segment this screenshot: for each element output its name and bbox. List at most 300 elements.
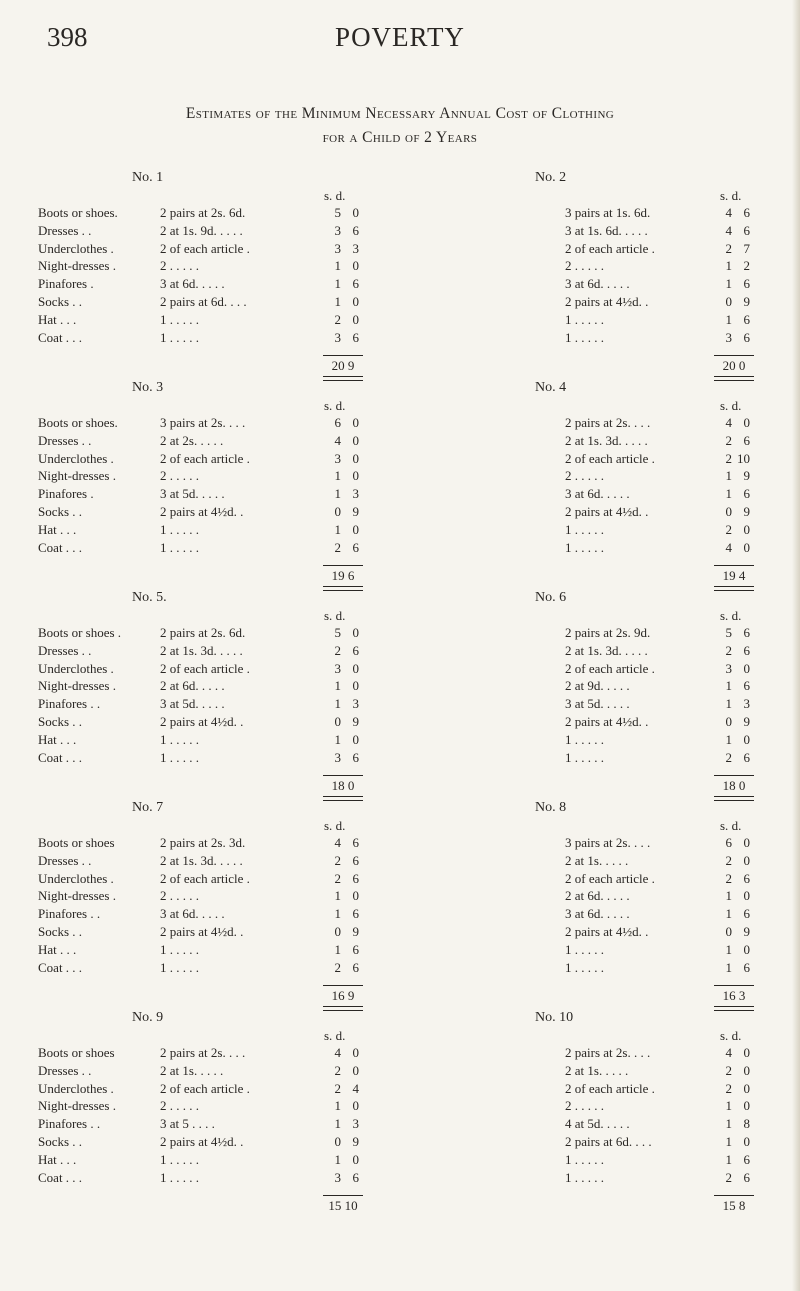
table-row xyxy=(0,906,800,924)
item-description: 3 at 6d. . . . . xyxy=(565,276,630,292)
item-label: Underclothes . xyxy=(38,870,114,886)
shillings-value: 1 xyxy=(725,731,732,747)
shillings-value: 4 xyxy=(334,1045,341,1060)
shillings-value: 1 xyxy=(334,1151,341,1167)
table-row xyxy=(0,294,800,312)
pence-value: 6 xyxy=(352,749,359,765)
shillings-value: 2 xyxy=(725,870,732,886)
pence-value: 0 xyxy=(743,835,750,850)
pence-value: 3 xyxy=(352,486,359,502)
shillings-value: 2 xyxy=(334,539,341,555)
item-description: 1 . . . . . xyxy=(565,311,604,327)
pence-value: 0 xyxy=(743,660,750,676)
item-description: 1 . . . . . xyxy=(565,1151,604,1167)
table-row xyxy=(0,330,800,348)
pence-value: 9 xyxy=(743,923,750,939)
units-heading xyxy=(720,818,741,834)
units-heading xyxy=(324,818,345,834)
item-description: 2 pairs at 2s. . . . xyxy=(565,1045,651,1060)
item-label: Dresses . . xyxy=(38,852,92,868)
item-label: Dresses . . xyxy=(38,432,92,448)
table-row xyxy=(0,1152,800,1170)
total-value: 18 0 xyxy=(323,775,363,794)
shillings-value: 1 xyxy=(725,888,732,904)
item-description: 3 at 6d. . . . . xyxy=(160,906,225,922)
item-description: 2 of each article . xyxy=(160,240,250,256)
shillings-value: 0 xyxy=(725,503,732,519)
table-row xyxy=(0,540,800,558)
pence-value: 6 xyxy=(352,870,359,886)
pence-value: 0 xyxy=(352,450,359,466)
shillings-value: 0 xyxy=(334,713,341,729)
item-description: 3 at 5 . . . . xyxy=(160,1116,215,1132)
pence-unit: d. xyxy=(731,188,742,203)
pence-value: 6 xyxy=(743,749,750,765)
table-row xyxy=(0,1081,800,1099)
item-description: 2 pairs at 4½d. . xyxy=(565,713,649,729)
units-heading xyxy=(720,398,741,414)
shillings-unit: s. xyxy=(720,188,729,203)
item-label: Pinafores . xyxy=(38,486,94,502)
item-description: 3 pairs at 2s. . . . xyxy=(565,835,651,850)
shillings-value: 1 xyxy=(334,1116,341,1132)
shillings-value: 1 xyxy=(334,293,341,309)
shillings-value: 0 xyxy=(725,923,732,939)
item-description: 1 . . . . . xyxy=(160,1151,199,1167)
estimate-heading: No. 6 xyxy=(535,590,567,605)
item-description: 2 at 1s. . . . . xyxy=(565,852,629,868)
table-row xyxy=(0,714,800,732)
pence-value: 6 xyxy=(352,941,359,957)
table-row xyxy=(0,625,800,643)
shillings-value: 3 xyxy=(334,240,341,256)
shillings-unit: s. xyxy=(720,818,729,833)
pence-value: 6 xyxy=(352,276,359,292)
pence-unit: d. xyxy=(731,1028,742,1043)
item-description: 2 . . . . . xyxy=(565,258,604,274)
shillings-value: 1 xyxy=(725,258,732,274)
pence-value: 0 xyxy=(352,521,359,537)
pence-value: 6 xyxy=(743,486,750,502)
total-value: 16 9 xyxy=(323,985,363,1004)
pence-value: 0 xyxy=(352,1151,359,1167)
item-label: Underclothes . xyxy=(38,660,114,676)
shillings-value: 1 xyxy=(334,521,341,537)
table-row xyxy=(0,486,800,504)
shillings-value: 1 xyxy=(725,696,732,712)
shillings-value: 1 xyxy=(334,888,341,904)
pence-value: 0 xyxy=(743,539,750,555)
shillings-value: 1 xyxy=(725,276,732,292)
estimate-rows xyxy=(0,625,800,767)
pence-value: 9 xyxy=(352,923,359,939)
table-row xyxy=(0,853,800,871)
estimate-group xyxy=(0,800,800,1010)
pence-value: 0 xyxy=(743,731,750,747)
pence-value: 6 xyxy=(743,870,750,886)
table-row xyxy=(0,241,800,259)
page-binding-edge xyxy=(792,0,800,1291)
table-row xyxy=(0,942,800,960)
pence-value: 0 xyxy=(743,415,750,430)
title-line-1: Estimates of the Minimum Necessary Annual Cost of Clothing xyxy=(185,105,615,122)
pence-value: 6 xyxy=(352,1169,359,1185)
item-label: Hat . . . xyxy=(38,731,77,747)
pence-value: 6 xyxy=(352,835,359,850)
shillings-value: 1 xyxy=(334,678,341,694)
item-description: 2 of each article . xyxy=(565,450,655,466)
item-description: 2 pairs at 4½d. . xyxy=(160,923,244,939)
pence-value: 0 xyxy=(743,1133,750,1149)
pence-value: 6 xyxy=(743,906,750,922)
shillings-value: 0 xyxy=(725,293,732,309)
item-label: Boots or shoes. xyxy=(38,415,118,430)
pence-value: 6 xyxy=(743,222,750,238)
shillings-value: 1 xyxy=(725,1098,732,1114)
pence-value: 0 xyxy=(352,1062,359,1078)
pence-value: 3 xyxy=(352,696,359,712)
item-label: Underclothes . xyxy=(38,240,114,256)
table-row xyxy=(0,205,800,223)
estimate-rows xyxy=(0,1045,800,1187)
table-row xyxy=(0,504,800,522)
item-description: 2 at 6d. . . . . xyxy=(565,888,630,904)
pence-value: 6 xyxy=(352,906,359,922)
item-description: 2 pairs at 2s. 6d. xyxy=(160,205,246,220)
total-value: 19 4 xyxy=(714,565,754,584)
shillings-value: 2 xyxy=(725,852,732,868)
shillings-value: 2 xyxy=(334,1080,341,1096)
item-description: 3 pairs at 2s. . . . xyxy=(160,415,246,430)
table-row xyxy=(0,643,800,661)
table-row xyxy=(0,960,800,978)
pence-value: 0 xyxy=(743,941,750,957)
pence-unit: d. xyxy=(731,608,742,623)
item-description: 2 of each article . xyxy=(565,240,655,256)
item-label: Socks . . xyxy=(38,713,83,729)
table-row xyxy=(0,1170,800,1188)
shillings-unit: s. xyxy=(720,1028,729,1043)
item-label: Underclothes . xyxy=(38,450,114,466)
table-row xyxy=(0,1098,800,1116)
shillings-value: 5 xyxy=(334,625,341,640)
shillings-value: 6 xyxy=(725,835,732,850)
pence-value: 9 xyxy=(352,713,359,729)
shillings-value: 2 xyxy=(725,521,732,537)
pence-value: 6 xyxy=(352,642,359,658)
shillings-value: 5 xyxy=(334,205,341,220)
item-description: 1 . . . . . xyxy=(565,749,604,765)
item-description: 2 of each article . xyxy=(565,1080,655,1096)
pence-value: 0 xyxy=(352,731,359,747)
shillings-unit: s. xyxy=(324,818,333,833)
item-description: 1 . . . . . xyxy=(565,521,604,537)
estimate-heading: No. 5. xyxy=(132,590,167,605)
pence-value: 0 xyxy=(352,311,359,327)
pence-value: 0 xyxy=(352,1045,359,1060)
item-label: Pinafores . . xyxy=(38,696,101,712)
shillings-value: 1 xyxy=(334,906,341,922)
units-heading xyxy=(720,1028,741,1044)
item-description: 4 at 5d. . . . . xyxy=(565,1116,630,1132)
item-label: Night-dresses . xyxy=(38,678,116,694)
pence-value: 6 xyxy=(743,678,750,694)
item-description: 2 . . . . . xyxy=(160,258,199,274)
item-label: Underclothes . xyxy=(38,1080,114,1096)
item-label: Night-dresses . xyxy=(38,468,116,484)
shillings-value: 1 xyxy=(334,731,341,747)
pence-value: 0 xyxy=(352,678,359,694)
pence-value: 0 xyxy=(352,660,359,676)
shillings-value: 3 xyxy=(334,660,341,676)
total-value: 19 6 xyxy=(323,565,363,584)
total-value: 15 10 xyxy=(323,1195,363,1214)
item-description: 1 . . . . . xyxy=(565,329,604,345)
estimate-heading: No. 2 xyxy=(535,170,567,185)
estimate-heading: No. 8 xyxy=(535,800,567,815)
item-description: 2 at 1s. 3d. . . . . xyxy=(565,432,648,448)
shillings-value: 2 xyxy=(334,642,341,658)
table-row xyxy=(0,433,800,451)
shillings-unit: s. xyxy=(720,398,729,413)
table-row xyxy=(0,696,800,714)
shillings-value: 6 xyxy=(334,415,341,430)
table-row xyxy=(0,750,800,768)
shillings-value: 3 xyxy=(334,1169,341,1185)
shillings-value: 1 xyxy=(725,468,732,484)
item-description: 2 pairs at 2s. 3d. xyxy=(160,835,246,850)
item-description: 2 of each article . xyxy=(565,870,655,886)
item-label: Coat . . . xyxy=(38,1169,83,1185)
item-description: 2 at 1s. 3d. . . . . xyxy=(160,642,243,658)
shillings-value: 1 xyxy=(334,941,341,957)
estimate-heading: No. 1 xyxy=(132,170,164,185)
estimate-heading: No. 4 xyxy=(535,380,567,395)
shillings-value: 2 xyxy=(725,432,732,448)
pence-value: 3 xyxy=(352,240,359,256)
shillings-value: 1 xyxy=(334,486,341,502)
estimate-heading: No. 10 xyxy=(535,1010,574,1025)
total-value: 20 0 xyxy=(714,355,754,374)
item-description: 3 at 6d. . . . . xyxy=(565,486,630,502)
item-label: Coat . . . xyxy=(38,959,83,975)
item-description: 1 . . . . . xyxy=(565,959,604,975)
shillings-value: 0 xyxy=(334,1133,341,1149)
pence-value: 0 xyxy=(743,888,750,904)
shillings-unit: s. xyxy=(324,398,333,413)
item-label: Hat . . . xyxy=(38,1151,77,1167)
units-heading xyxy=(324,188,345,204)
shillings-value: 1 xyxy=(725,1133,732,1149)
item-label: Pinafores . . xyxy=(38,906,101,922)
item-description: 2 at 1s. 3d. . . . . xyxy=(160,852,243,868)
pence-value: 6 xyxy=(352,222,359,238)
shillings-value: 1 xyxy=(725,678,732,694)
estimates-table xyxy=(0,170,800,1214)
pence-value: 9 xyxy=(352,503,359,519)
pence-value: 7 xyxy=(743,240,750,256)
pence-value: 0 xyxy=(352,258,359,274)
pence-value: 0 xyxy=(743,521,750,537)
estimate-rows xyxy=(0,205,800,347)
shillings-value: 1 xyxy=(725,941,732,957)
item-description: 1 . . . . . xyxy=(565,1169,604,1185)
shillings-unit: s. xyxy=(324,608,333,623)
pence-value: 6 xyxy=(743,311,750,327)
pence-unit: d. xyxy=(335,398,346,413)
item-description: 2 pairs at 4½d. . xyxy=(160,713,244,729)
item-label: Hat . . . xyxy=(38,311,77,327)
pence-unit: d. xyxy=(335,608,346,623)
total-value: 15 8 xyxy=(714,1195,754,1214)
item-description: 1 . . . . . xyxy=(565,941,604,957)
title-line-2: for a Child of 2 Years xyxy=(322,129,478,146)
item-description: 2 pairs at 4½d. . xyxy=(160,1133,244,1149)
shillings-value: 5 xyxy=(725,625,732,640)
table-row xyxy=(0,661,800,679)
shillings-value: 2 xyxy=(725,450,732,466)
table-row xyxy=(0,468,800,486)
shillings-value: 3 xyxy=(334,222,341,238)
pence-value: 6 xyxy=(352,329,359,345)
table-row xyxy=(0,451,800,469)
pence-value: 6 xyxy=(743,276,750,292)
table-row xyxy=(0,276,800,294)
pence-value: 0 xyxy=(352,432,359,448)
item-label: Dresses . . xyxy=(38,642,92,658)
shillings-value: 2 xyxy=(334,852,341,868)
item-description: 2 at 2s. . . . . xyxy=(160,432,224,448)
pence-value: 6 xyxy=(743,329,750,345)
item-label: Dresses . . xyxy=(38,222,92,238)
shillings-value: 1 xyxy=(334,1098,341,1114)
table-row xyxy=(0,678,800,696)
pence-value: 0 xyxy=(743,1098,750,1114)
item-label: Coat . . . xyxy=(38,749,83,765)
pence-unit: d. xyxy=(731,398,742,413)
pence-value: 0 xyxy=(352,293,359,309)
item-label: Hat . . . xyxy=(38,941,77,957)
item-label: Socks . . xyxy=(38,923,83,939)
pence-value: 9 xyxy=(743,503,750,519)
estimate-group xyxy=(0,1010,800,1214)
shillings-value: 4 xyxy=(334,835,341,850)
shillings-value: 1 xyxy=(334,696,341,712)
estimate-group xyxy=(0,170,800,380)
item-description: 3 pairs at 1s. 6d. xyxy=(565,205,651,220)
total-value: 16 3 xyxy=(714,985,754,1004)
table-row xyxy=(0,522,800,540)
units-heading xyxy=(720,608,741,624)
item-description: 2 . . . . . xyxy=(565,468,604,484)
shillings-value: 3 xyxy=(334,329,341,345)
shillings-value: 0 xyxy=(334,923,341,939)
pence-value: 6 xyxy=(743,432,750,448)
shillings-value: 0 xyxy=(725,713,732,729)
shillings-value: 3 xyxy=(725,329,732,345)
item-description: 2 . . . . . xyxy=(160,1098,199,1114)
pence-value: 3 xyxy=(352,1116,359,1132)
item-description: 1 . . . . . xyxy=(565,539,604,555)
item-description: 3 at 5d. . . . . xyxy=(160,696,225,712)
item-label: Night-dresses . xyxy=(38,1098,116,1114)
item-label: Coat . . . xyxy=(38,539,83,555)
pence-value: 6 xyxy=(352,959,359,975)
item-description: 2 at 9d. . . . . xyxy=(565,678,630,694)
pence-value: 9 xyxy=(743,293,750,309)
item-description: 2 . . . . . xyxy=(160,888,199,904)
shillings-value: 4 xyxy=(725,1045,732,1060)
item-description: 1 . . . . . xyxy=(160,539,199,555)
shillings-value: 2 xyxy=(725,240,732,256)
shillings-value: 1 xyxy=(725,486,732,502)
item-label: Socks . . xyxy=(38,293,83,309)
estimate-rows xyxy=(0,415,800,557)
item-description: 2 pairs at 2s. 6d. xyxy=(160,625,246,640)
pence-value: 0 xyxy=(743,852,750,868)
item-description: 3 at 6d. . . . . xyxy=(160,276,225,292)
shillings-value: 1 xyxy=(334,258,341,274)
pence-value: 6 xyxy=(743,959,750,975)
item-description: 2 pairs at 2s. 9d. xyxy=(565,625,651,640)
item-description: 2 pairs at 2s. . . . xyxy=(565,415,651,430)
item-description: 2 pairs at 4½d. . xyxy=(565,503,649,519)
table-row xyxy=(0,1134,800,1152)
estimate-group xyxy=(0,380,800,590)
item-label: Night-dresses . xyxy=(38,258,116,274)
item-description: 3 at 5d. . . . . xyxy=(160,486,225,502)
item-description: 3 at 5d. . . . . xyxy=(565,696,630,712)
shillings-value: 1 xyxy=(725,311,732,327)
shillings-value: 1 xyxy=(334,468,341,484)
item-description: 2 of each article . xyxy=(160,870,250,886)
item-description: 2 at 1s. 9d. . . . . xyxy=(160,222,243,238)
shillings-value: 3 xyxy=(334,749,341,765)
item-description: 2 pairs at 4½d. . xyxy=(565,293,649,309)
pence-value: 8 xyxy=(743,1116,750,1132)
pence-value: 6 xyxy=(743,205,750,220)
units-heading xyxy=(720,188,741,204)
pence-value: 2 xyxy=(743,258,750,274)
table-row xyxy=(0,924,800,942)
shillings-value: 3 xyxy=(334,450,341,466)
units-heading xyxy=(324,398,345,414)
units-heading xyxy=(324,1028,345,1044)
item-description: 2 of each article . xyxy=(565,660,655,676)
shillings-value: 2 xyxy=(725,1080,732,1096)
table-row xyxy=(0,888,800,906)
item-description: 2 pairs at 4½d. . xyxy=(565,923,649,939)
item-description: 1 . . . . . xyxy=(160,521,199,537)
table-row xyxy=(0,871,800,889)
shillings-value: 2 xyxy=(334,959,341,975)
item-label: Boots or shoes xyxy=(38,835,115,850)
item-label: Socks . . xyxy=(38,1133,83,1149)
pence-value: 6 xyxy=(352,539,359,555)
item-description: 2 of each article . xyxy=(160,660,250,676)
item-description: 2 pairs at 4½d. . xyxy=(160,503,244,519)
table-title xyxy=(40,102,760,150)
shillings-value: 2 xyxy=(725,1169,732,1185)
pence-value: 0 xyxy=(352,625,359,640)
shillings-value: 1 xyxy=(725,1116,732,1132)
page-number: 398 xyxy=(47,22,88,52)
estimate-heading: No. 7 xyxy=(132,800,164,815)
table-row xyxy=(0,258,800,276)
shillings-value: 2 xyxy=(334,311,341,327)
pence-unit: d. xyxy=(335,818,346,833)
table-row xyxy=(0,223,800,241)
